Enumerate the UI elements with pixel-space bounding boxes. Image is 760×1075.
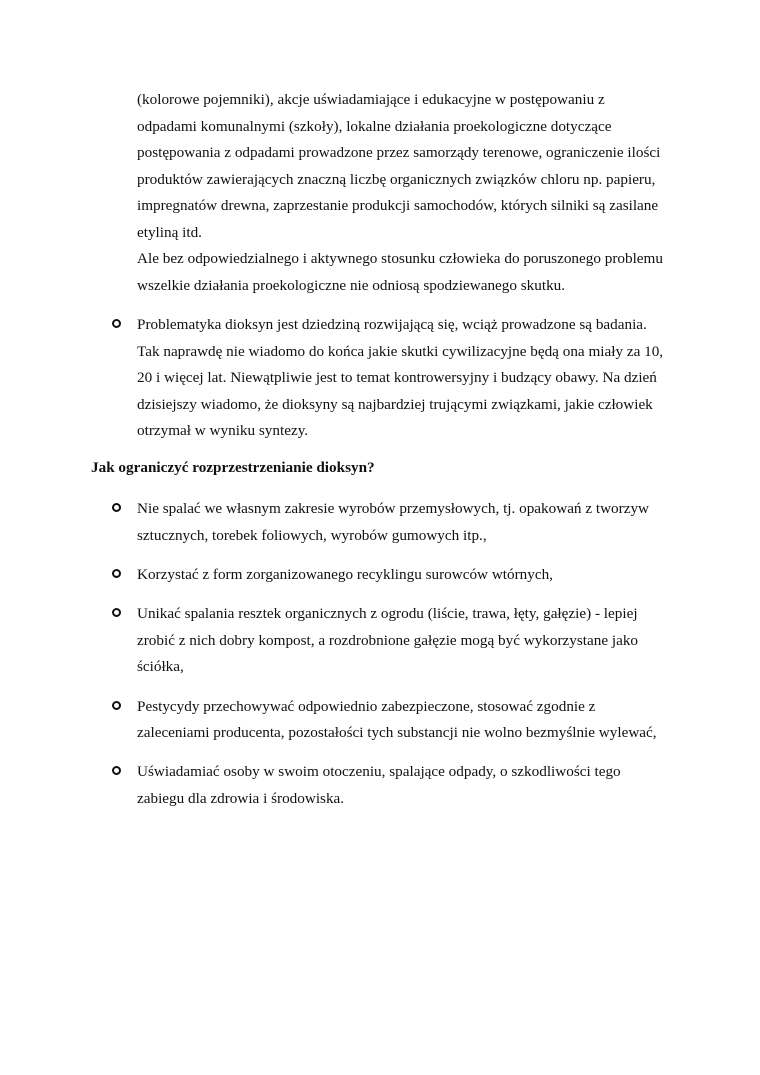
text-line: zrobić z nich dobry kompost, a rozdrobnione gałęzie mogą być wykorzystane jako	[137, 632, 639, 649]
bullet-circle-icon	[112, 608, 121, 617]
text-line: produktów zawierających znaczną liczbę organicznych związków chloru np. papieru,	[137, 171, 656, 188]
bullet-circle-icon	[112, 701, 121, 710]
text-line: Tak naprawdę nie wiadomo do końca jakie skutki cywilizacyjne będą ona miały za 10,	[137, 343, 664, 360]
bullet-circle-icon	[112, 766, 121, 775]
text-line: ściółka,	[137, 658, 184, 675]
text-line: Nie spalać we własnym zakresie wyrobów przemysłowych, tj. opakowań z tworzyw	[137, 500, 649, 517]
bullet-circle-icon	[112, 503, 121, 512]
text-line: 20 i więcej lat. Niewątpliwie jest to temat kontrowersyjny i budzący obawy. Na dzień	[137, 369, 657, 386]
text-line: Korzystać z form zorganizowanego recyklingu surowców wtórnych,	[137, 566, 553, 583]
text-line: Problematyka dioksyn jest dziedziną rozwijającą się, wciąż prowadzone są badania.	[137, 316, 647, 333]
text-line: (kolorowe pojemniki), akcje uświadamiające i edukacyjne w postępowaniu z	[137, 91, 605, 108]
text-line: Ale bez odpowiedzialnego i aktywnego stosunku człowieka do poruszonego problemu	[137, 250, 663, 267]
text-line: etyliną itd.	[137, 224, 202, 241]
text-line: Uświadamiać osoby w swoim otoczeniu, spalające odpady, o szkodliwości tego	[137, 763, 621, 780]
text-line: sztucznych, torebek foliowych, wyrobów gumowych itp.,	[137, 527, 487, 544]
text-line: impregnatów drewna, zaprzestanie produkcji samochodów, których silniki są zasilane	[137, 197, 659, 214]
text-line: dzisiejszy wiadomo, że dioksyny są najbardziej trującymi związkami, jakie człowiek	[137, 396, 653, 413]
text-line: odpadami komunalnymi (szkoły), lokalne działania proekologiczne dotyczące	[137, 118, 612, 135]
text-line: Unikać spalania resztek organicznych z ogrodu (liście, trawa, łęty, gałęzie) - lepiej	[137, 605, 638, 622]
text-line: zabiegu dla zdrowia i środowiska.	[137, 790, 345, 807]
section-heading: Jak ograniczyć rozprzestrzenianie dioksyn?	[91, 459, 375, 476]
bullet-circle-icon	[112, 569, 121, 578]
text-line: zaleceniami producenta, pozostałości tych substancji nie wolno bezmyślnie wylewać,	[137, 724, 657, 741]
text-line: postępowania z odpadami prowadzone przez samorządy terenowe, ograniczenie ilości	[137, 144, 661, 161]
bullet-circle-icon	[112, 319, 121, 328]
text-line: otrzymał w wyniku syntezy.	[137, 422, 309, 439]
text-line: wszelkie działania proekologiczne nie odniosą spodziewanego skutku.	[137, 277, 566, 294]
text-line: Pestycydy przechowywać odpowiednio zabezpieczone, stosować zgodnie z	[137, 698, 596, 715]
